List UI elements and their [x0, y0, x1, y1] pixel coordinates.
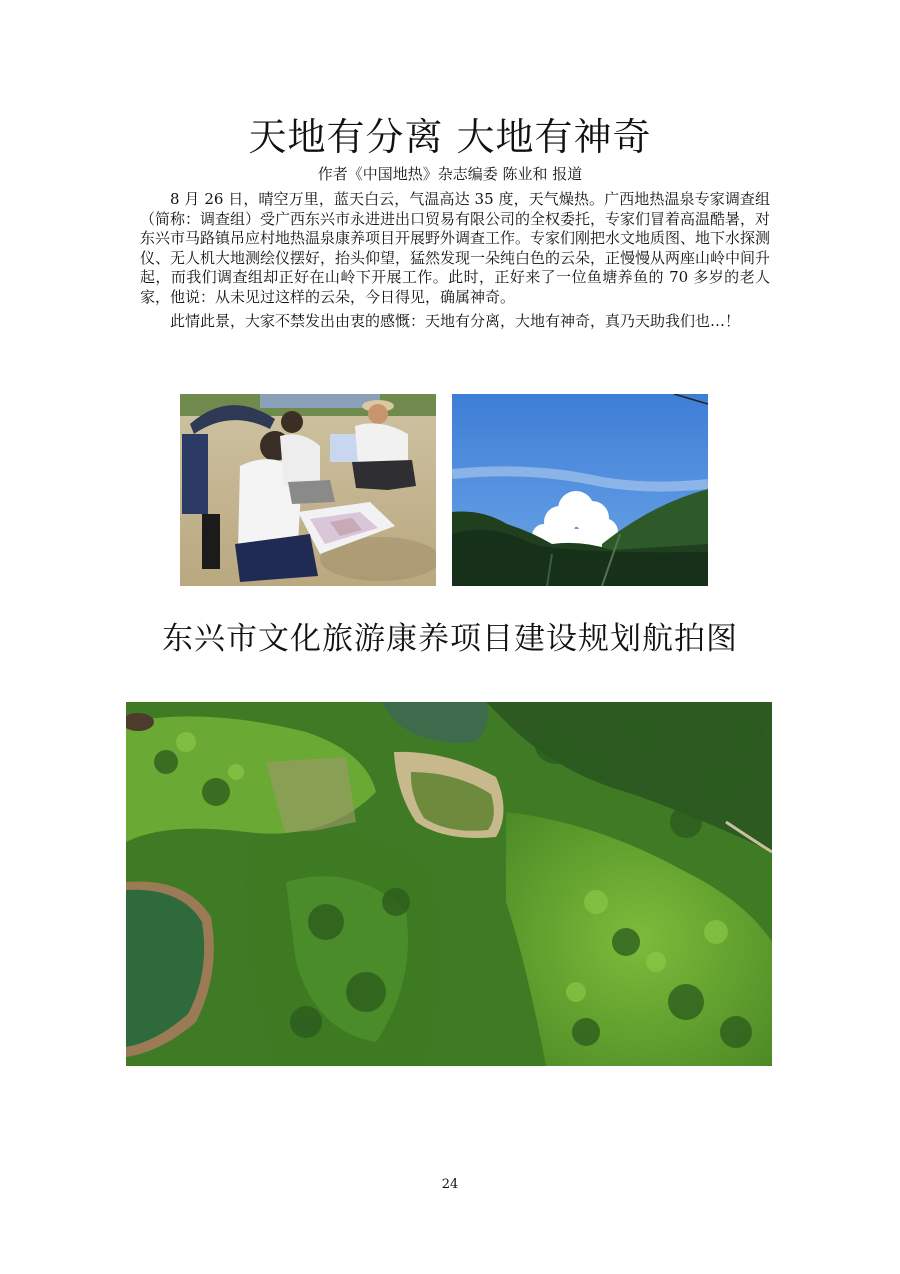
article-title: 天地有分离 大地有神奇 [248, 115, 652, 159]
page-number: 24 [441, 1177, 459, 1192]
cloud-between-hills-photo [452, 394, 708, 586]
experts-field-photo [180, 394, 436, 586]
aerial-project-photo [126, 702, 772, 1066]
article-body [140, 190, 770, 335]
paragraph-1: 8 月 26 日，晴空万里，蓝天白云，气温高达 35 度，天气燥热。广西地热温泉专家调查组（简称：调查组）受广西东兴市永进进出口贸易有限公司的全权委托，专家们冒着高温酷暑，对东兴市马路镇吊应村地热温泉康养项目开展野外调查工作。专家们刚把水文地质图、地下水探测仪、无人机大地测绘仪摆好，抬头仰望，猛然发现一朵纯白色的云朵，正慢慢从两座山岭中间升起，而我们调查组却正好在山岭下开展工作。此时，正好来了一位鱼塘养鱼的 70 多岁的老人家，他说：从未见过这样的云朵，今日得见，确属神奇。 [140, 190, 771, 306]
aerial-photo-caption: 东兴市文化旅游康养项目建设规划航拍图 [162, 621, 738, 657]
article-byline: 作者《中国地热》杂志编委 陈业和 报道 [317, 165, 583, 183]
paragraph-2: 此情此景，大家不禁发出由衷的感慨：天地有分离，大地有神奇，真乃天助我们也…！ [170, 311, 741, 330]
